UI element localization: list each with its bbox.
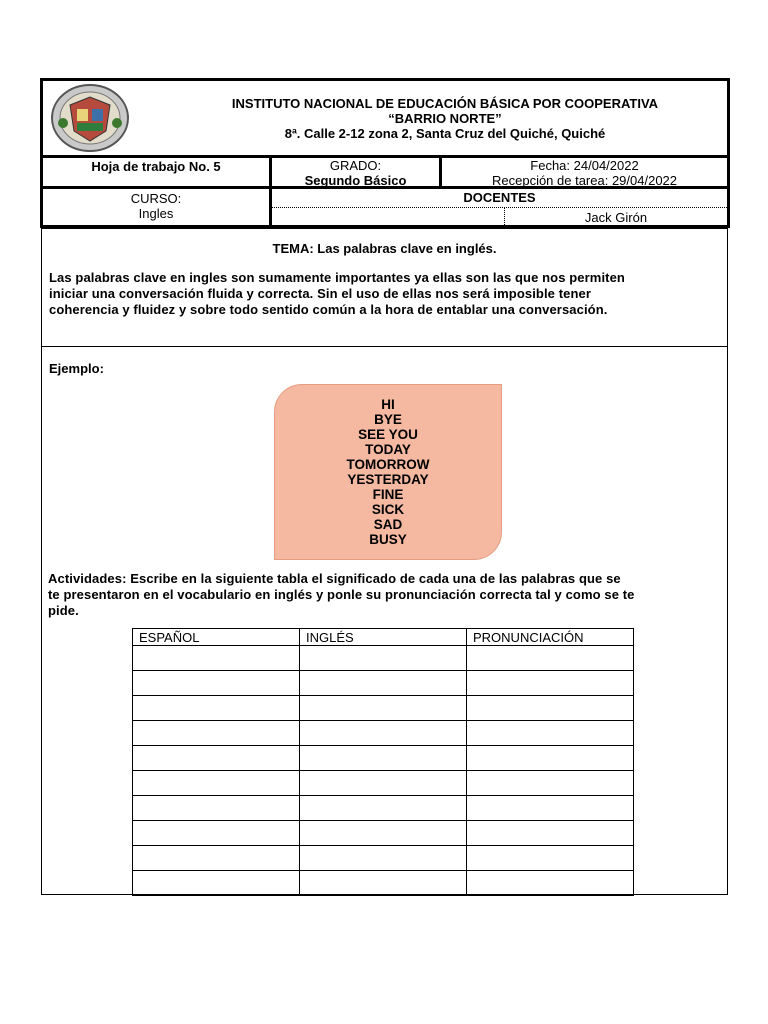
header-box [40, 78, 730, 158]
answer-cell-pronunciation[interactable] [467, 721, 634, 746]
reception-date-text: Recepción de tarea: 29/04/2022 [491, 173, 678, 188]
vocab-word: TOMORROW [346, 457, 430, 472]
answer-cell-spanish[interactable] [133, 671, 300, 696]
answer-cell-spanish[interactable] [133, 721, 300, 746]
vocab-word: BUSY [369, 532, 407, 547]
grade-value: Segundo Básico [304, 173, 407, 188]
vocab-word: SICK [371, 502, 405, 517]
course-cell [40, 186, 272, 228]
topic-title: Las palabras clave en inglés. [317, 241, 497, 256]
topic-line: Las palabras clave en ingles son sumamente importantes ya ellas son las que nos permiten [49, 270, 625, 285]
dates-cell [439, 155, 730, 189]
answer-cell-english[interactable] [300, 871, 467, 896]
vocab-word: FINE [372, 487, 404, 502]
activity-table [132, 628, 634, 896]
teacher-name: Jack Girón [584, 210, 648, 225]
table-header-row [133, 629, 634, 646]
answer-cell-pronunciation[interactable] [467, 796, 634, 821]
answer-cell-spanish[interactable] [133, 796, 300, 821]
topic-line: iniciar una conversación fluida y correcta. Sin el uso de ellas nos será imposible tener [49, 286, 591, 301]
vocab-word: SAD [373, 517, 403, 532]
institution-name: INSTITUTO NACIONAL DE EDUCACIÓN BÁSICA POR COOPERATIVA [231, 96, 659, 111]
topic-paragraph [49, 270, 724, 318]
grade-label: GRADO: [329, 158, 382, 173]
answer-cell-spanish[interactable] [133, 771, 300, 796]
column-header-pronunciation: PRONUNCIACIÓN [467, 629, 634, 646]
worksheet-number: Hoja de trabajo No. 5 [91, 159, 221, 174]
answer-cell-spanish[interactable] [133, 646, 300, 671]
grade-cell [269, 155, 442, 189]
answer-cell-english[interactable] [300, 671, 467, 696]
answer-cell-spanish[interactable] [133, 871, 300, 896]
vocab-word: HI [381, 397, 395, 412]
answer-cell-english[interactable] [300, 646, 467, 671]
vocab-word: TODAY [365, 442, 411, 457]
answer-cell-pronunciation[interactable] [467, 696, 634, 721]
topic-label: TEMA: [272, 241, 314, 256]
answer-cell-pronunciation[interactable] [467, 646, 634, 671]
answer-cell-english[interactable] [300, 846, 467, 871]
activities-line: te presentaron en el vocabulario en inglés y ponle su pronunciación correcta tal y como se te [48, 587, 635, 602]
answer-cell-pronunciation[interactable] [467, 671, 634, 696]
topic-heading [42, 241, 727, 256]
answer-cell-english[interactable] [300, 696, 467, 721]
vocab-word: YESTERDAY [347, 472, 429, 487]
table-row [133, 796, 634, 821]
table-row [133, 771, 634, 796]
vocab-word: BYE [374, 412, 402, 427]
course-label: CURSO: [130, 191, 182, 206]
activities-line: Actividades: Escribe en la siguiente tabla el significado de cada una de las palabras que se [48, 571, 621, 586]
table-row [133, 671, 634, 696]
table-row [133, 821, 634, 846]
topic-section [41, 228, 728, 347]
table-row [133, 746, 634, 771]
answer-cell-english[interactable] [300, 796, 467, 821]
vocab-word: SEE YOU [358, 427, 418, 442]
column-header-english: INGLÉS [300, 629, 467, 646]
table-row [133, 696, 634, 721]
vocabulary-box [274, 384, 502, 560]
topic-line: coherencia y fluidez y sobre todo sentido común a la hora de entablar una conversación. [49, 302, 608, 317]
answer-cell-pronunciation[interactable] [467, 771, 634, 796]
answer-cell-english[interactable] [300, 746, 467, 771]
worksheet-cell [40, 155, 272, 189]
column-header-spanish: ESPAÑOL [133, 629, 300, 646]
answer-cell-pronunciation[interactable] [467, 846, 634, 871]
teachers-divider [272, 207, 727, 208]
teachers-label: DOCENTES [463, 190, 536, 205]
institution-branch: “BARRIO NORTE” [388, 111, 502, 126]
answer-cell-pronunciation[interactable] [467, 871, 634, 896]
school-logo-icon [50, 83, 130, 153]
example-label: Ejemplo: [49, 361, 104, 376]
answer-cell-spanish[interactable] [133, 821, 300, 846]
table-row [133, 871, 634, 896]
answer-cell-spanish[interactable] [133, 746, 300, 771]
teachers-cell [269, 186, 730, 228]
course-value: Ingles [138, 206, 174, 221]
answer-cell-english[interactable] [300, 771, 467, 796]
activities-instructions [48, 571, 727, 619]
date-text: Fecha: 24/04/2022 [530, 158, 639, 173]
answer-cell-spanish[interactable] [133, 846, 300, 871]
answer-cell-english[interactable] [300, 721, 467, 746]
activities-line: pide. [48, 603, 79, 618]
table-row [133, 646, 634, 671]
answer-cell-english[interactable] [300, 821, 467, 846]
table-row [133, 721, 634, 746]
answer-cell-spanish[interactable] [133, 696, 300, 721]
answer-cell-pronunciation[interactable] [467, 821, 634, 846]
answer-cell-pronunciation[interactable] [467, 746, 634, 771]
institution-address: 8ª. Calle 2-12 zona 2, Santa Cruz del Quiché, Quiché [284, 126, 606, 141]
activity-table-body [133, 646, 634, 896]
table-row [133, 846, 634, 871]
